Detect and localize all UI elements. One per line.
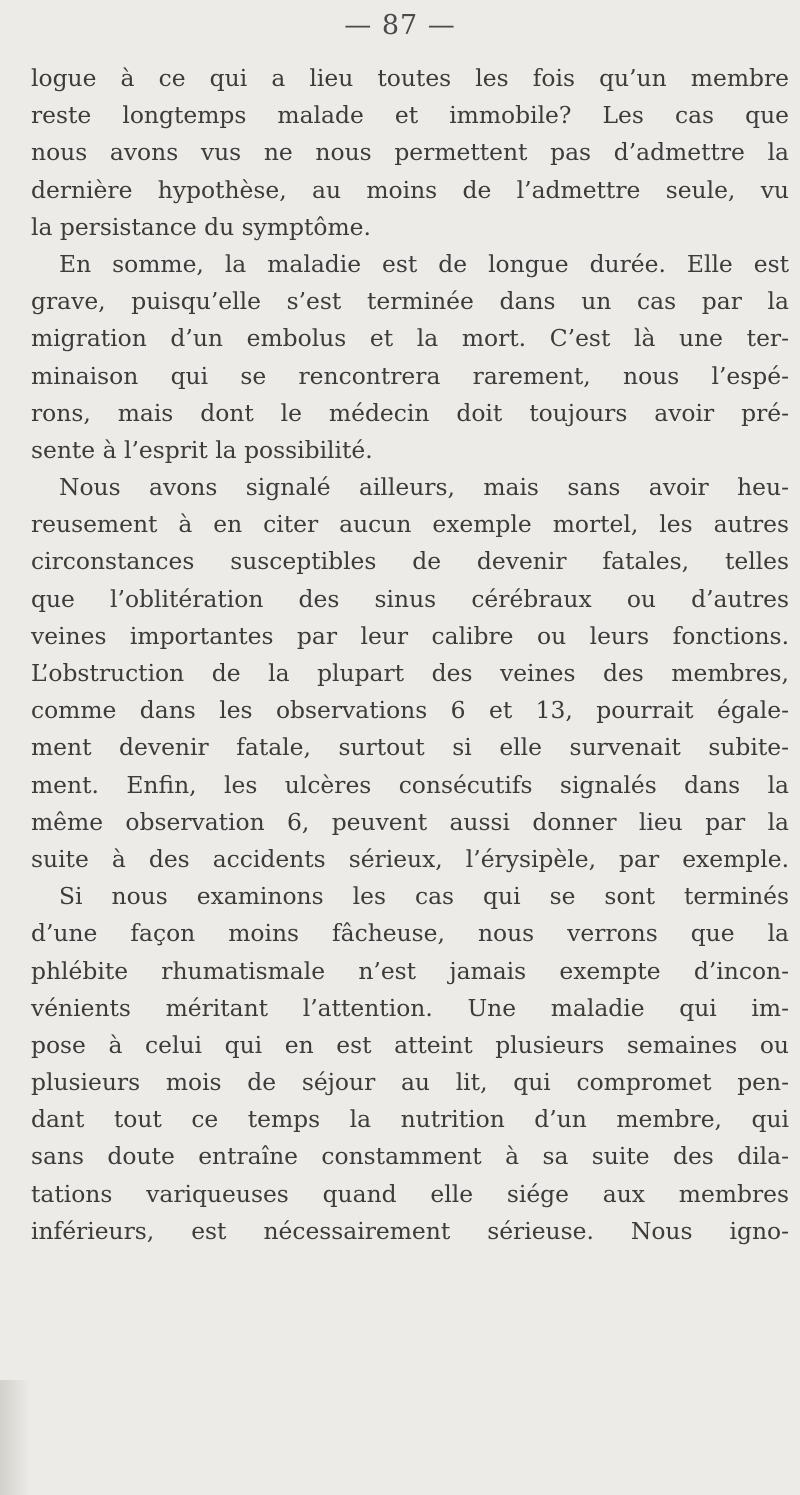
text-line: dant tout ce temps la nutrition d’un membre, qui bbox=[31, 1105, 789, 1134]
text-line: dernière hypothèse, au moins de l’admettre seule, vu bbox=[31, 175, 789, 204]
text-line: Si nous examinons les cas qui se sont terminés bbox=[59, 882, 789, 911]
text-line: veines importantes par leur calibre ou leurs fonctions. bbox=[31, 621, 789, 650]
text-line: reusement à en citer aucun exemple mortel, les autres bbox=[31, 510, 789, 539]
text-line: phlébite rhumatismale n’est jamais exempte d’incon- bbox=[31, 956, 789, 985]
text-line: rons, mais dont le médecin doit toujours avoir pré- bbox=[31, 398, 789, 427]
text-line: circonstances susceptibles de devenir fatales, telles bbox=[31, 547, 789, 576]
text-line: vénients méritant l’attention. Une maladie qui im- bbox=[31, 993, 789, 1022]
text-line: comme dans les observations 6 et 13, pourrait égale- bbox=[31, 696, 789, 725]
text-line: ment. Enfin, les ulcères consécutifs signalés dans la bbox=[31, 770, 789, 799]
text-line: logue à ce qui a lieu toutes les fois qu’un membre bbox=[31, 64, 789, 92]
text-line: nous avons vus ne nous permettent pas d’admettre la bbox=[31, 138, 789, 167]
text-line: ment devenir fatale, surtout si elle survenait subite- bbox=[31, 733, 789, 762]
text-line: la persistance du symptôme. bbox=[31, 212, 371, 241]
text-line: L’obstruction de la plupart des veines des membres, bbox=[31, 659, 789, 687]
text-line: pose à celui qui en est atteint plusieurs semaines ou bbox=[31, 1030, 789, 1059]
text-line: En somme, la maladie est de longue durée. Elle est bbox=[59, 249, 789, 278]
text-line: reste longtemps malade et immobile? Les cas que bbox=[31, 101, 789, 130]
text-line: suite à des accidents sérieux, l’érysipèle, par exemple. bbox=[31, 844, 789, 873]
text-line: minaison qui se rencontrera rarement, nous l’espé- bbox=[31, 361, 789, 390]
text-line: sans doute entraîne constamment à sa suite des dila- bbox=[31, 1142, 789, 1171]
text-line: inférieurs, est nécessairement sérieuse. Nous igno- bbox=[31, 1216, 789, 1245]
text-line: plusieurs mois de séjour au lit, qui compromet pen- bbox=[31, 1068, 789, 1097]
text-line: sente à l’esprit la possibilité. bbox=[31, 435, 373, 464]
text-line: d’une façon moins fâcheuse, nous verrons que la bbox=[31, 919, 789, 948]
text-line: que l’oblitération des sinus cérébraux ou d’autres bbox=[31, 584, 789, 613]
text-line: tations variqueuses quand elle siége aux membres bbox=[31, 1179, 789, 1208]
text-line: Nous avons signalé ailleurs, mais sans avoir heu- bbox=[59, 473, 789, 502]
text-line: même observation 6, peuvent aussi donner lieu par la bbox=[31, 807, 789, 836]
text-line: migration d’un embolus et la mort. C’est là une ter- bbox=[31, 324, 789, 353]
page-number: — 87 — bbox=[344, 10, 456, 41]
text-line: grave, puisqu’elle s’est terminée dans un cas par la bbox=[31, 287, 789, 316]
body-text bbox=[31, 60, 789, 1250]
page-edge-shadow bbox=[0, 1380, 30, 1495]
